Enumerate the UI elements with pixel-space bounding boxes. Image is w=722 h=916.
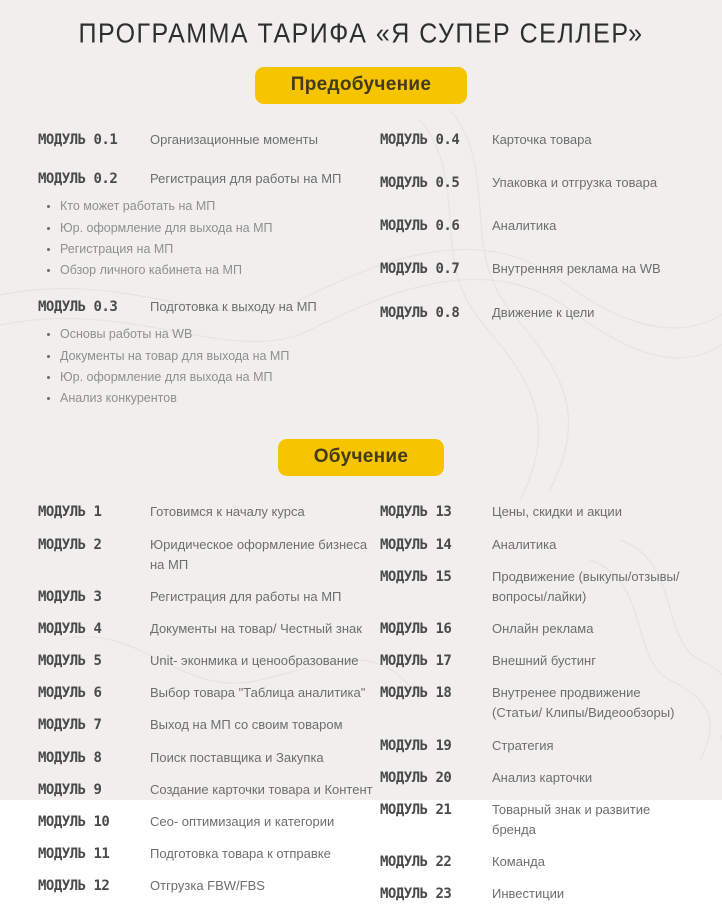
module-title: Стратегия bbox=[492, 737, 554, 753]
module-row bbox=[38, 812, 380, 832]
module-entry bbox=[380, 535, 684, 555]
module-entry bbox=[38, 651, 380, 671]
module-label: МОДУЛЬ 15 bbox=[380, 568, 452, 585]
pretraining-columns bbox=[38, 130, 684, 425]
module-label: МОДУЛЬ 3 bbox=[38, 588, 102, 605]
module-label: МОДУЛЬ 2 bbox=[38, 536, 102, 553]
module-row bbox=[380, 130, 684, 150]
module-label: МОДУЛЬ 6 bbox=[38, 685, 102, 702]
module-row bbox=[380, 852, 684, 872]
module-label: МОДУЛЬ 4 bbox=[38, 620, 102, 637]
module-entry bbox=[38, 169, 380, 278]
module-label: МОДУЛЬ 8 bbox=[38, 749, 102, 766]
module-title: Создание карточки товара и Контент bbox=[150, 781, 373, 797]
module-label: МОДУЛЬ 11 bbox=[38, 845, 110, 862]
module-label: МОДУЛЬ 5 bbox=[38, 653, 102, 670]
module-row bbox=[380, 884, 684, 904]
pretraining-badge: Предобучение bbox=[255, 67, 467, 104]
module-row bbox=[38, 130, 380, 150]
module-entry bbox=[38, 297, 380, 406]
section-training bbox=[38, 439, 684, 916]
module-row bbox=[38, 651, 380, 671]
module-label: МОДУЛЬ 17 bbox=[380, 653, 452, 670]
module-entry bbox=[38, 535, 380, 575]
module-row bbox=[38, 535, 380, 575]
module-label: МОДУЛЬ 7 bbox=[38, 717, 102, 734]
module-row bbox=[380, 303, 684, 323]
bullet-item: • Основы работы на WB bbox=[60, 326, 380, 342]
module-title: Внутренняя реклама на WB bbox=[492, 261, 661, 277]
module-row bbox=[38, 619, 380, 639]
page-title: ПРОГРАММА ТАРИФА «Я СУПЕР СЕЛЛЕР» bbox=[78, 18, 644, 50]
module-label: МОДУЛЬ 1 bbox=[38, 504, 102, 521]
module-title: Товарный знак и развитие бренда bbox=[492, 801, 651, 837]
bullet-item: • Анализ конкурентов bbox=[60, 390, 380, 406]
module-entry bbox=[38, 844, 380, 864]
pretraining-right-column bbox=[380, 130, 684, 425]
module-entry bbox=[38, 780, 380, 800]
module-entry bbox=[38, 683, 380, 703]
module-label: МОДУЛЬ 21 bbox=[380, 801, 452, 818]
module-entry bbox=[380, 736, 684, 756]
module-label: МОДУЛЬ 0.3 bbox=[38, 299, 118, 316]
module-label: МОДУЛЬ 19 bbox=[380, 737, 452, 754]
module-title: Организационные моменты bbox=[150, 132, 318, 147]
module-row bbox=[380, 502, 684, 522]
module-title: Поиск поставщика и Закупка bbox=[150, 749, 324, 765]
module-label: МОДУЛЬ 0.8 bbox=[380, 304, 460, 321]
module-label: МОДУЛЬ 9 bbox=[38, 781, 102, 798]
module-row bbox=[38, 587, 380, 607]
module-row bbox=[380, 800, 684, 840]
module-title: Онлайн реклама bbox=[492, 620, 594, 636]
module-entry bbox=[38, 812, 380, 832]
module-row bbox=[38, 748, 380, 768]
module-title: Отгрузка FBW/FBS bbox=[150, 878, 265, 894]
module-entry bbox=[380, 173, 684, 193]
module-row bbox=[380, 651, 684, 671]
module-label: МОДУЛЬ 12 bbox=[38, 878, 110, 895]
bullet-item: • Кто может работать на МП bbox=[60, 198, 380, 214]
module-title: Цены, скидки и акции bbox=[492, 504, 622, 520]
module-entry bbox=[380, 651, 684, 671]
module-label: МОДУЛЬ 0.6 bbox=[380, 218, 460, 235]
module-entry bbox=[380, 768, 684, 788]
module-row bbox=[380, 683, 684, 723]
module-title: Аналитика bbox=[492, 536, 557, 552]
bullet-item: • Регистрация на МП bbox=[60, 241, 380, 257]
module-title: Внутренее продвижение (Статьи/ Клипы/Видеообзоры) bbox=[492, 685, 675, 721]
module-entry bbox=[380, 884, 684, 904]
module-title: Аналитика bbox=[492, 218, 557, 234]
pretraining-left-column bbox=[38, 130, 380, 425]
module-label: МОДУЛЬ 18 bbox=[380, 685, 452, 702]
pretraining-badge-row bbox=[38, 67, 684, 104]
training-badge: Обучение bbox=[278, 439, 445, 476]
training-columns bbox=[38, 502, 684, 916]
module-title: Подготовка к выходу на МП bbox=[150, 299, 317, 315]
module-entry bbox=[380, 852, 684, 872]
module-title: Unit- эконмика и ценообразование bbox=[150, 653, 359, 669]
module-row bbox=[380, 535, 684, 555]
module-entry bbox=[38, 876, 380, 896]
module-title: Анализ карточки bbox=[492, 769, 593, 785]
module-title: Юридическое оформление бизнеса на МП bbox=[150, 536, 368, 572]
module-row bbox=[380, 619, 684, 639]
training-left-column bbox=[38, 502, 380, 916]
module-entry bbox=[380, 259, 684, 279]
module-title: Регистрация для работы на МП bbox=[150, 588, 342, 604]
module-row bbox=[38, 169, 380, 189]
module-row bbox=[380, 736, 684, 756]
module-entry bbox=[38, 587, 380, 607]
section-pretraining bbox=[38, 67, 684, 425]
bullet-item: • Юр. оформление для выхода на МП bbox=[60, 220, 380, 236]
module-entry bbox=[380, 567, 684, 607]
module-title: Инвестиции bbox=[492, 886, 565, 902]
module-entry bbox=[380, 130, 684, 150]
module-row bbox=[38, 844, 380, 864]
module-title: Карточка товара bbox=[492, 132, 592, 147]
module-row bbox=[38, 297, 380, 317]
module-label: МОДУЛЬ 20 bbox=[380, 769, 452, 786]
module-row bbox=[380, 173, 684, 193]
bullet-item: • Обзор личного кабинета на МП bbox=[60, 262, 380, 278]
module-row bbox=[380, 216, 684, 236]
module-title: Продвижение (выкупы/отзывы/ вопросы/лайки) bbox=[492, 568, 680, 604]
module-title: Команда bbox=[492, 854, 545, 870]
module-title: Сео- оптимизация и категории bbox=[150, 813, 335, 829]
module-row bbox=[38, 715, 380, 735]
module-title: Выбор товара "Таблица аналитика" bbox=[150, 685, 366, 701]
module-label: МОДУЛЬ 22 bbox=[380, 854, 452, 871]
module-title: Движение к цели bbox=[492, 304, 595, 320]
module-title: Выход на МП со своим товаром bbox=[150, 717, 343, 733]
module-entry bbox=[380, 216, 684, 236]
module-title: Регистрация для работы на МП bbox=[150, 171, 342, 187]
module-bullet-list bbox=[38, 326, 380, 406]
module-label: МОДУЛЬ 0.7 bbox=[380, 261, 460, 278]
module-row bbox=[380, 259, 684, 279]
module-row bbox=[38, 876, 380, 896]
module-entry bbox=[380, 683, 684, 723]
module-entry bbox=[38, 130, 380, 150]
module-entry bbox=[380, 303, 684, 323]
module-row bbox=[38, 502, 380, 522]
module-label: МОДУЛЬ 0.1 bbox=[38, 132, 118, 148]
module-label: МОДУЛЬ 10 bbox=[38, 813, 110, 830]
module-title: Подготовка товара к отправке bbox=[150, 845, 331, 861]
module-entry bbox=[38, 715, 380, 735]
module-entry bbox=[38, 619, 380, 639]
module-entry bbox=[380, 619, 684, 639]
module-title: Документы на товар/ Честный знак bbox=[150, 620, 362, 636]
module-title: Упаковка и отгрузка товара bbox=[492, 175, 658, 191]
bullet-item: • Юр. оформление для выхода на МП bbox=[60, 369, 380, 385]
module-label: МОДУЛЬ 16 bbox=[380, 620, 452, 637]
module-label: МОДУЛЬ 13 bbox=[380, 504, 452, 521]
module-entry bbox=[380, 502, 684, 522]
module-entry bbox=[38, 502, 380, 522]
module-label: МОДУЛЬ 0.2 bbox=[38, 171, 118, 188]
training-badge-row bbox=[38, 439, 684, 476]
module-label: МОДУЛЬ 14 bbox=[380, 536, 452, 553]
module-label: МОДУЛЬ 23 bbox=[380, 886, 452, 903]
module-entry bbox=[38, 748, 380, 768]
module-title: Готовимся к началу курса bbox=[150, 504, 305, 520]
module-bullet-list bbox=[38, 198, 380, 278]
module-row bbox=[38, 683, 380, 703]
module-entry bbox=[380, 800, 684, 840]
module-row bbox=[380, 768, 684, 788]
module-row bbox=[380, 567, 684, 607]
bullet-item: • Документы на товар для выхода на МП bbox=[60, 348, 380, 364]
module-label: МОДУЛЬ 0.4 bbox=[380, 132, 460, 148]
module-row bbox=[38, 780, 380, 800]
module-label: МОДУЛЬ 0.5 bbox=[380, 175, 460, 192]
module-title: Внешний бустинг bbox=[492, 653, 596, 669]
training-right-column bbox=[380, 502, 684, 916]
